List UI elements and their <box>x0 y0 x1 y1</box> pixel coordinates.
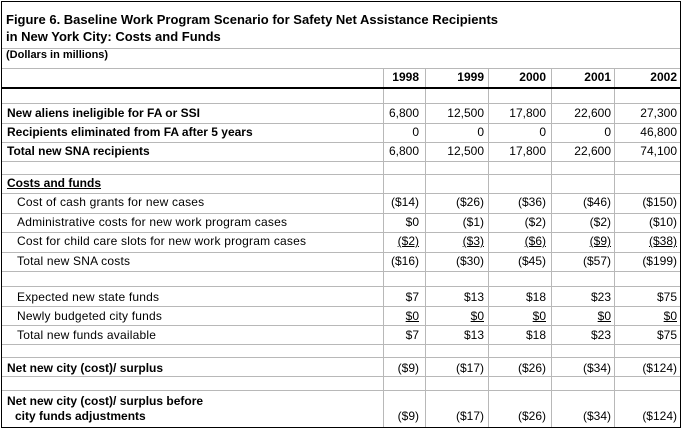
cell-value: ($17) <box>455 361 484 375</box>
cell-value: $0 <box>470 309 484 323</box>
row-label: Net new city (cost)/ surplus before <box>7 394 204 408</box>
cell-value: 17,800 <box>509 144 546 158</box>
cell-value: 12,500 <box>447 106 484 120</box>
grid-line <box>2 286 680 287</box>
cell-value: 0 <box>477 125 484 139</box>
year-header: 1999 <box>457 70 484 84</box>
table-row <box>2 360 680 377</box>
cell-value: 17,800 <box>509 106 546 120</box>
cell-value: ($9) <box>397 361 419 375</box>
cell-value: ($26) <box>455 195 484 209</box>
table-frame <box>1 1 681 428</box>
cell-value: 6,800 <box>388 144 419 158</box>
figure-title-line2: in New York City: Costs and Funds <box>6 29 221 44</box>
cell-value: ($45) <box>517 254 546 268</box>
section-heading <box>2 175 680 192</box>
figure-title-line1: Figure 6. Baseline Work Program Scenario for Safety Net Assistance Recipients <box>6 12 499 27</box>
cell-value: $0 <box>405 309 419 323</box>
cell-value: ($46) <box>582 195 611 209</box>
cell-value: $13 <box>463 290 484 304</box>
cell-value: ($3) <box>462 234 484 248</box>
cell-value: ($34) <box>582 409 611 423</box>
cell-value: $0 <box>405 215 419 229</box>
cell-value: $0 <box>532 309 546 323</box>
cell-value: 12,500 <box>447 144 484 158</box>
cell-value: ($2) <box>397 234 419 248</box>
row-label: Recipients eliminated from FA after 5 years <box>7 125 253 139</box>
year-header: 1998 <box>392 70 419 84</box>
row-label: Total new SNA costs <box>17 254 131 268</box>
cell-value: $13 <box>463 328 484 342</box>
cell-value: ($16) <box>390 254 419 268</box>
cell-value: ($124) <box>642 361 677 375</box>
cell-value: $23 <box>590 328 611 342</box>
cell-value: 74,100 <box>640 144 677 158</box>
grid-line <box>2 161 680 162</box>
cell-value: ($10) <box>648 215 677 229</box>
year-header: 2000 <box>519 70 546 84</box>
row-label: Administrative costs for new work program cases <box>17 215 288 229</box>
cell-value: ($14) <box>390 195 419 209</box>
cell-value: ($124) <box>642 409 677 423</box>
row-label: Total new funds available <box>17 328 157 342</box>
table-row <box>2 233 680 250</box>
cell-value: $7 <box>405 328 419 342</box>
cell-value: 0 <box>539 125 546 139</box>
row-label: Newly budgeted city funds <box>17 309 163 323</box>
year-header-row <box>2 69 680 86</box>
cell-value: ($38) <box>648 234 677 248</box>
cell-value: ($26) <box>517 409 546 423</box>
table-row <box>2 214 680 231</box>
cell-value: ($2) <box>589 215 611 229</box>
table-row <box>2 253 680 270</box>
table-row <box>2 308 680 325</box>
cell-value: ($199) <box>642 254 677 268</box>
cell-value: $7 <box>405 290 419 304</box>
cell-value: ($57) <box>582 254 611 268</box>
table-row <box>2 194 680 211</box>
cell-value: $0 <box>663 309 677 323</box>
cell-value: ($34) <box>582 361 611 375</box>
table-row <box>2 289 680 306</box>
row-label-line2: city funds adjustments <box>15 409 146 423</box>
cell-value: 0 <box>604 125 611 139</box>
cell-value: ($9) <box>397 409 419 423</box>
header-rule <box>2 87 680 89</box>
cell-value: 22,600 <box>574 144 611 158</box>
row-label: Net new city (cost)/ surplus <box>7 361 164 375</box>
row-label: New aliens ineligible for FA or SSI <box>7 106 200 120</box>
table-row <box>2 105 680 122</box>
cell-value: ($30) <box>455 254 484 268</box>
section-heading-label: Costs and funds <box>7 176 102 190</box>
table-row <box>2 143 680 160</box>
row-label: Total new SNA recipients <box>7 144 150 158</box>
cell-value: $0 <box>597 309 611 323</box>
row-label: Cost for child care slots for new work program cases <box>17 234 307 248</box>
cell-value: ($26) <box>517 361 546 375</box>
cell-value: 6,800 <box>388 106 419 120</box>
grid-line <box>2 357 680 358</box>
cell-value: $75 <box>656 290 677 304</box>
cell-value: $23 <box>590 290 611 304</box>
grid-line <box>2 103 680 104</box>
cell-value: 22,600 <box>574 106 611 120</box>
cell-value: ($150) <box>642 195 677 209</box>
cell-value: 46,800 <box>640 125 677 139</box>
table-row <box>2 408 680 425</box>
cell-value: $18 <box>525 328 546 342</box>
grid-line <box>2 325 680 326</box>
cell-value: ($2) <box>524 215 546 229</box>
table-row <box>2 124 680 141</box>
grid-line <box>2 390 680 391</box>
cell-value: ($1) <box>462 215 484 229</box>
cell-value: 27,300 <box>640 106 677 120</box>
cell-value: ($6) <box>524 234 546 248</box>
cell-value: $75 <box>656 328 677 342</box>
year-header: 2002 <box>650 70 677 84</box>
cell-value: $18 <box>525 290 546 304</box>
row-label: Cost of cash grants for new cases <box>17 195 205 209</box>
cell-value: ($17) <box>455 409 484 423</box>
figure-subtitle: (Dollars in millions) <box>6 49 109 61</box>
row-label: Expected new state funds <box>17 290 160 304</box>
grid-line <box>2 306 680 307</box>
cell-value: ($9) <box>589 234 611 248</box>
cell-value: ($36) <box>517 195 546 209</box>
cell-value: 0 <box>412 125 419 139</box>
table-row <box>2 327 680 344</box>
grid-line <box>2 271 680 272</box>
year-header: 2001 <box>584 70 611 84</box>
grid-line <box>2 344 680 345</box>
